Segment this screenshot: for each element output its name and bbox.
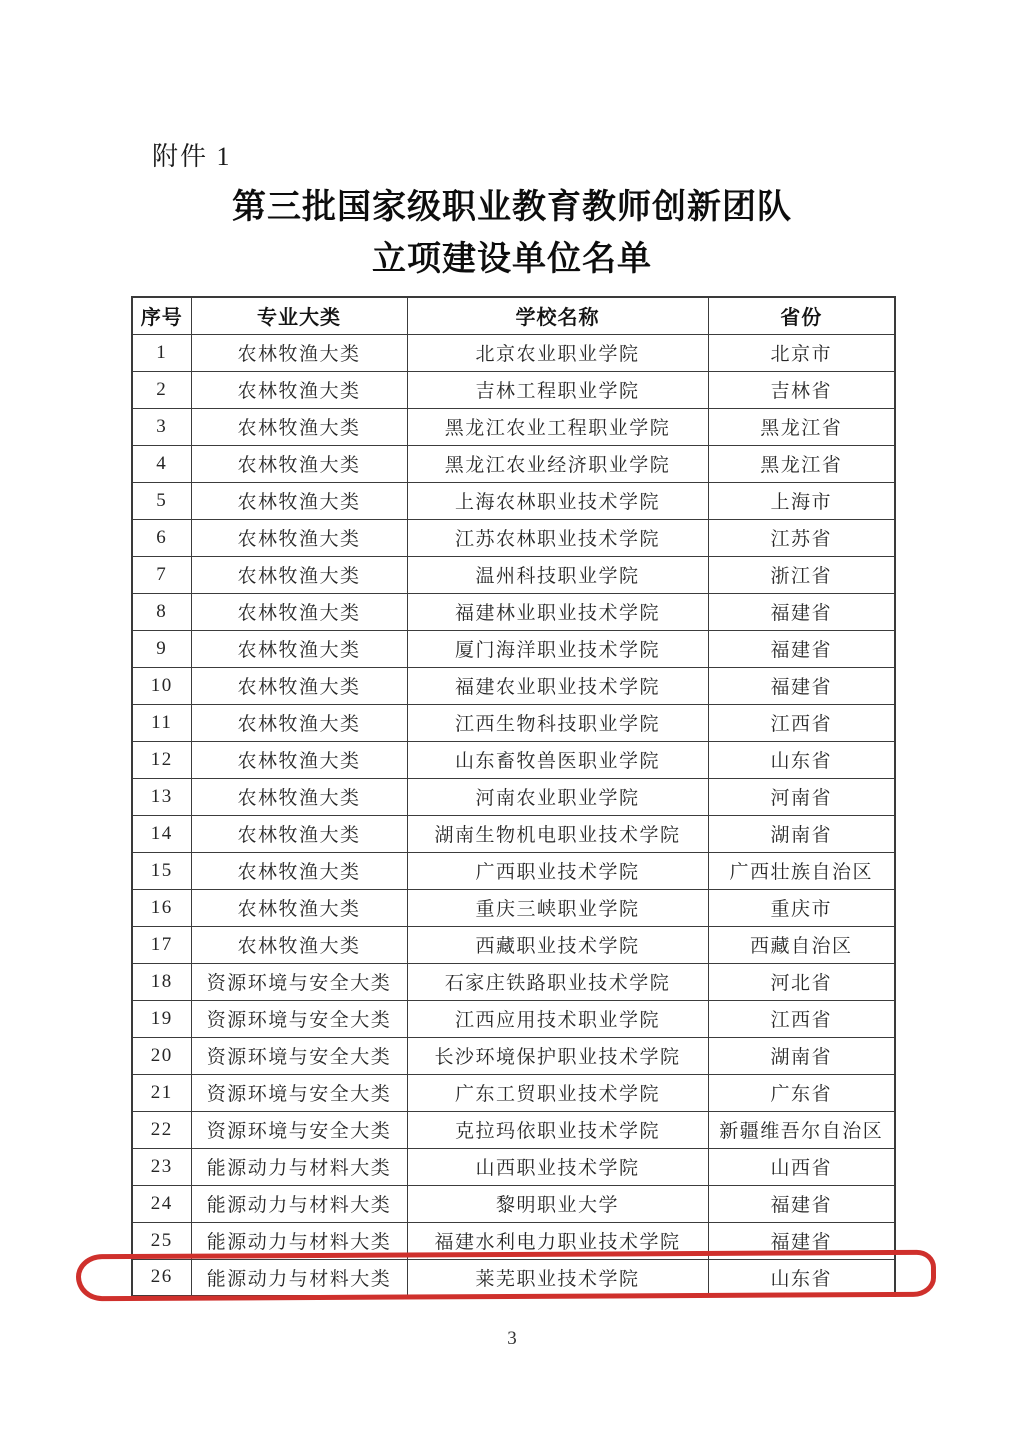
- header-cell-province: 省份: [708, 297, 895, 334]
- table-cell: 6: [132, 519, 191, 556]
- table-cell: 浙江省: [708, 556, 895, 593]
- table-row: [132, 1074, 895, 1111]
- table-cell: 福建省: [708, 1185, 895, 1222]
- table-cell: 克拉玛依职业技术学院: [407, 1111, 708, 1148]
- table-cell: 江西生物科技职业学院: [407, 704, 708, 741]
- table-cell: 15: [132, 852, 191, 889]
- table-row: [132, 815, 895, 852]
- table-row: [132, 408, 895, 445]
- table-cell: 山东省: [708, 741, 895, 778]
- table-cell: 广西壮族自治区: [708, 852, 895, 889]
- table-cell: 长沙环境保护职业技术学院: [407, 1037, 708, 1074]
- table-cell: 能源动力与材料大类: [191, 1259, 407, 1296]
- table-cell: 吉林工程职业学院: [407, 371, 708, 408]
- table-cell: 12: [132, 741, 191, 778]
- table-cell: 1: [132, 334, 191, 371]
- table-cell: 江西应用技术职业学院: [407, 1000, 708, 1037]
- table-cell: 22: [132, 1111, 191, 1148]
- table-cell: 7: [132, 556, 191, 593]
- table-cell: 农林牧渔大类: [191, 852, 407, 889]
- table-cell: 山西省: [708, 1148, 895, 1185]
- table-cell: 黑龙江省: [708, 445, 895, 482]
- table-row: [132, 667, 895, 704]
- table-row: [132, 1259, 895, 1296]
- table-cell: 吉林省: [708, 371, 895, 408]
- table-header-row: [132, 297, 895, 334]
- table-row: [132, 334, 895, 371]
- units-table: [131, 296, 896, 1297]
- table-row: [132, 519, 895, 556]
- table-cell: 黎明职业大学: [407, 1185, 708, 1222]
- table-cell: 广西职业技术学院: [407, 852, 708, 889]
- table-cell: 2: [132, 371, 191, 408]
- table-row: [132, 704, 895, 741]
- table-row: [132, 593, 895, 630]
- table-cell: 4: [132, 445, 191, 482]
- table-cell: 福建省: [708, 593, 895, 630]
- table-row: [132, 1037, 895, 1074]
- table-cell: 11: [132, 704, 191, 741]
- table-cell: 湖南省: [708, 815, 895, 852]
- table-cell: 西藏自治区: [708, 926, 895, 963]
- table-cell: 厦门海洋职业技术学院: [407, 630, 708, 667]
- table-row: [132, 1222, 895, 1259]
- table-cell: 19: [132, 1000, 191, 1037]
- table-row: [132, 482, 895, 519]
- table-cell: 农林牧渔大类: [191, 741, 407, 778]
- table-cell: 江西省: [708, 1000, 895, 1037]
- table-cell: 3: [132, 408, 191, 445]
- table-cell: 福建省: [708, 1222, 895, 1259]
- table-cell: 上海农林职业技术学院: [407, 482, 708, 519]
- header-cell-index: 序号: [132, 297, 191, 334]
- table-cell: 山西职业技术学院: [407, 1148, 708, 1185]
- table-cell: 黑龙江农业工程职业学院: [407, 408, 708, 445]
- table-cell: 资源环境与安全大类: [191, 1037, 407, 1074]
- table-cell: 8: [132, 593, 191, 630]
- table-cell: 江苏省: [708, 519, 895, 556]
- table-cell: 农林牧渔大类: [191, 889, 407, 926]
- table-cell: 农林牧渔大类: [191, 334, 407, 371]
- table-cell: 湖南省: [708, 1037, 895, 1074]
- table-cell: 新疆维吾尔自治区: [708, 1111, 895, 1148]
- table-cell: 农林牧渔大类: [191, 630, 407, 667]
- table-cell: 农林牧渔大类: [191, 815, 407, 852]
- table-cell: 26: [132, 1259, 191, 1296]
- table-row: [132, 1185, 895, 1222]
- table-cell: 23: [132, 1148, 191, 1185]
- table-cell: 农林牧渔大类: [191, 371, 407, 408]
- table-cell: 25: [132, 1222, 191, 1259]
- table-cell: 莱芜职业技术学院: [407, 1259, 708, 1296]
- table-cell: 13: [132, 778, 191, 815]
- table-cell: 福建林业职业技术学院: [407, 593, 708, 630]
- attachment-label: 附件 1: [152, 142, 232, 171]
- table-cell: 温州科技职业学院: [407, 556, 708, 593]
- table-row: [132, 630, 895, 667]
- table-row: [132, 926, 895, 963]
- table-cell: 河北省: [708, 963, 895, 1000]
- table-cell: 重庆市: [708, 889, 895, 926]
- table-row: [132, 778, 895, 815]
- table-cell: 9: [132, 630, 191, 667]
- table-row: [132, 741, 895, 778]
- table-cell: 江西省: [708, 704, 895, 741]
- table-cell: 西藏职业技术学院: [407, 926, 708, 963]
- table-cell: 湖南生物机电职业技术学院: [407, 815, 708, 852]
- table-cell: 广东工贸职业技术学院: [407, 1074, 708, 1111]
- table-cell: 北京农业职业学院: [407, 334, 708, 371]
- title-line-2: 立项建设单位名单: [372, 241, 652, 278]
- table-cell: 14: [132, 815, 191, 852]
- table-cell: 福建农业职业技术学院: [407, 667, 708, 704]
- table-cell: 24: [132, 1185, 191, 1222]
- table-cell: 农林牧渔大类: [191, 704, 407, 741]
- table-cell: 河南省: [708, 778, 895, 815]
- document-title: [0, 182, 1024, 286]
- table-cell: 福建省: [708, 667, 895, 704]
- table-cell: 福建省: [708, 630, 895, 667]
- table-cell: 农林牧渔大类: [191, 445, 407, 482]
- table-cell: 河南农业职业学院: [407, 778, 708, 815]
- table-cell: 江苏农林职业技术学院: [407, 519, 708, 556]
- table-row: [132, 1111, 895, 1148]
- table-cell: 17: [132, 926, 191, 963]
- table-cell: 农林牧渔大类: [191, 556, 407, 593]
- table-cell: 北京市: [708, 334, 895, 371]
- table-cell: 能源动力与材料大类: [191, 1185, 407, 1222]
- table-row: [132, 963, 895, 1000]
- table-cell: 农林牧渔大类: [191, 778, 407, 815]
- table-cell: 资源环境与安全大类: [191, 1074, 407, 1111]
- table-cell: 黑龙江农业经济职业学院: [407, 445, 708, 482]
- table-cell: 18: [132, 963, 191, 1000]
- table-cell: 能源动力与材料大类: [191, 1148, 407, 1185]
- table-cell: 20: [132, 1037, 191, 1074]
- table-cell: 21: [132, 1074, 191, 1111]
- table-row: [132, 852, 895, 889]
- table-cell: 10: [132, 667, 191, 704]
- table-cell: 山东省: [708, 1259, 895, 1296]
- table-cell: 5: [132, 482, 191, 519]
- table-row: [132, 1148, 895, 1185]
- table-cell: 农林牧渔大类: [191, 926, 407, 963]
- table-row: [132, 371, 895, 408]
- table-cell: 重庆三峡职业学院: [407, 889, 708, 926]
- table-cell: 农林牧渔大类: [191, 593, 407, 630]
- table-cell: 农林牧渔大类: [191, 482, 407, 519]
- table-cell: 石家庄铁路职业技术学院: [407, 963, 708, 1000]
- table-row: [132, 445, 895, 482]
- header-cell-category: 专业大类: [191, 297, 407, 334]
- header-cell-school: 学校名称: [407, 297, 708, 334]
- table-cell: 16: [132, 889, 191, 926]
- table-cell: 黑龙江省: [708, 408, 895, 445]
- table-cell: 能源动力与材料大类: [191, 1222, 407, 1259]
- table-cell: 农林牧渔大类: [191, 667, 407, 704]
- table-cell: 资源环境与安全大类: [191, 1111, 407, 1148]
- title-line-1: 第三批国家级职业教育教师创新团队: [232, 189, 792, 226]
- table-row: [132, 889, 895, 926]
- table-cell: 农林牧渔大类: [191, 408, 407, 445]
- table-cell: 山东畜牧兽医职业学院: [407, 741, 708, 778]
- page-number: 3: [507, 1328, 517, 1349]
- table-row: [132, 1000, 895, 1037]
- table-cell: 福建水利电力职业技术学院: [407, 1222, 708, 1259]
- table-cell: 上海市: [708, 482, 895, 519]
- table-cell: 资源环境与安全大类: [191, 963, 407, 1000]
- table-cell: 农林牧渔大类: [191, 519, 407, 556]
- table-row: [132, 556, 895, 593]
- table-cell: 广东省: [708, 1074, 895, 1111]
- table-cell: 资源环境与安全大类: [191, 1000, 407, 1037]
